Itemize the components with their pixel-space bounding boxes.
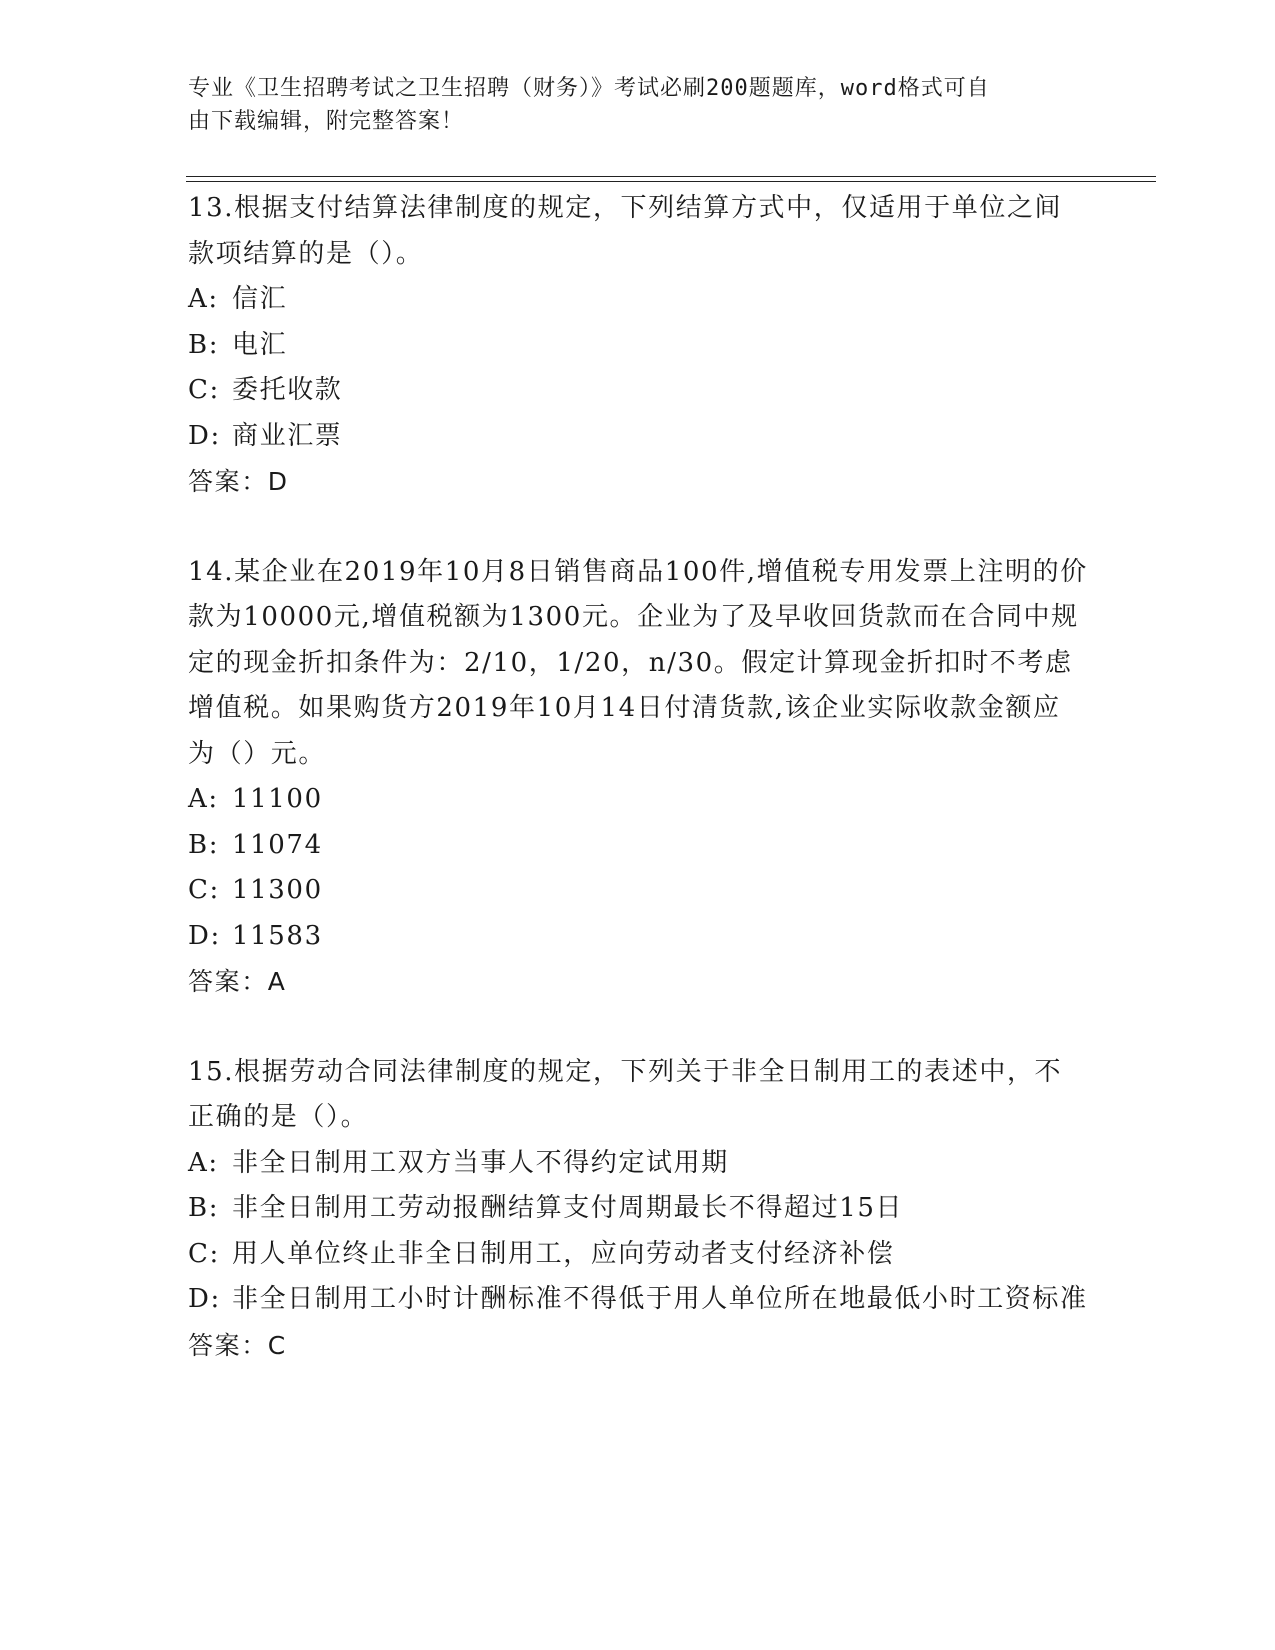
option-key: D: <box>188 420 221 451</box>
option-key: D: <box>188 1284 221 1314</box>
question-list <box>188 186 1088 1368</box>
document-header <box>188 72 1068 138</box>
question-14-option-c <box>188 868 1088 914</box>
question-15-option-b <box>188 1186 1088 1232</box>
option-key: A: <box>188 784 219 814</box>
question-14-answer: 答案：A <box>188 967 287 996</box>
question-14-option-d <box>188 914 1088 960</box>
question-15-option-c <box>188 1232 1088 1278</box>
question-spacer <box>188 1005 1088 1050</box>
header-line-1: 专业《卫生招聘考试之卫生招聘（财务）》考试必刷200题题库，word格式可自 <box>188 76 990 101</box>
header-divider-bottom <box>186 181 1156 182</box>
option-text: 11100 <box>232 784 323 814</box>
question-15-option-a <box>188 1141 1088 1187</box>
question-13-option-b <box>188 323 1088 369</box>
question-15-answer: 答案：C <box>188 1330 287 1360</box>
question-13-option-a <box>188 277 1088 323</box>
option-key: B: <box>188 329 220 360</box>
question-spacer <box>188 505 1088 550</box>
header-line-2: 由下载编辑，附完整答案！ <box>188 109 465 134</box>
question-15-option-d <box>188 1277 1088 1323</box>
option-text: 11300 <box>232 875 323 905</box>
question-13 <box>188 186 1088 505</box>
option-text: 电汇 <box>232 329 288 360</box>
option-text: 11074 <box>232 829 323 860</box>
option-key: C: <box>188 375 220 405</box>
option-text: 商业汇票 <box>232 420 343 451</box>
header-divider-top <box>186 176 1156 177</box>
question-13-option-d <box>188 414 1088 460</box>
option-text: 信汇 <box>232 284 288 314</box>
option-text: 委托收款 <box>232 375 343 405</box>
option-key: C: <box>188 1238 220 1269</box>
option-text: 非全日制用工小时计酬标准不得低于用人单位所在地最低小时工资标准 <box>232 1284 1088 1314</box>
question-15 <box>188 1050 1088 1369</box>
option-text: 非全日制用工双方当事人不得约定试用期 <box>232 1147 729 1178</box>
option-key: D: <box>188 920 221 951</box>
option-key: B: <box>188 1193 220 1223</box>
question-13-option-c <box>188 368 1088 414</box>
question-14 <box>188 550 1088 1005</box>
question-13-answer: 答案：D <box>188 467 289 496</box>
option-text: 非全日制用工劳动报酬结算支付周期最长不得超过15日 <box>232 1193 904 1223</box>
option-text: 11583 <box>232 920 323 951</box>
option-key: A: <box>188 1147 219 1178</box>
option-text: 用人单位终止非全日制用工，应向劳动者支付经济补偿 <box>232 1238 895 1269</box>
question-14-option-b <box>188 823 1088 869</box>
option-key: A: <box>188 284 219 314</box>
question-15-text: 15.根据劳动合同法律制度的规定，下列关于非全日制用工的表述中，不正确的是（）。 <box>188 1056 1063 1132</box>
question-14-option-a <box>188 777 1088 823</box>
question-13-text: 13.根据支付结算法律制度的规定，下列结算方式中，仅适用于单位之间款项结算的是（）。 <box>188 193 1063 269</box>
option-key: C: <box>188 875 220 905</box>
question-14-text: 14.某企业在2019年10月8日销售商品100件,增值税专用发票上注明的价款为10000元,增值税额为1300元。企业为了及早收回货款而在合同中规定的现金折扣条件为：2/10，1/20，n/30。假定计算现金折扣时不考虑增值税。如果购货方2019年10月14日付清货款,该企业实际收款金额应为（）元。 <box>188 556 1088 769</box>
option-key: B: <box>188 829 220 860</box>
